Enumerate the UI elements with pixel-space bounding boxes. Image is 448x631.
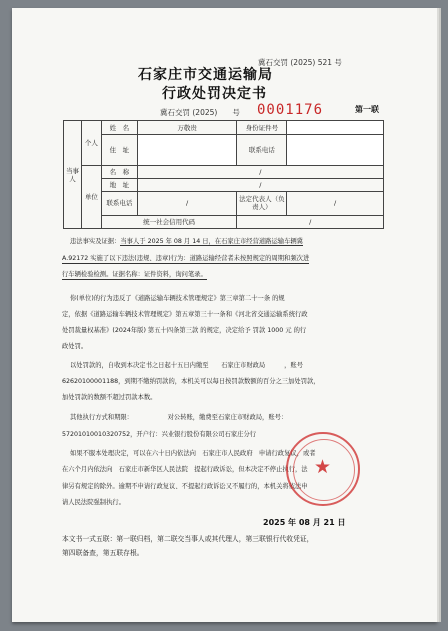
official-seal xyxy=(286,432,360,506)
footer-line1: 本文书一式五联：第一联归档，第二联交当事人或其代理人，第三联银行代收凭证， xyxy=(62,535,314,543)
appeal-line4: 请人民法院强制执行。 xyxy=(62,499,125,506)
unit-phone-value: / xyxy=(137,191,237,215)
copy-label: 第一联 xyxy=(355,105,379,114)
payment-line2: 62620100001188，到期不缴纳罚款的，本机关可以每日按罚款数额的百分之三加处罚款， xyxy=(62,378,320,385)
decision-date: 2025 年 08 月 21 日 xyxy=(263,518,346,527)
top-doc-number: 冀石交罚 (2025) 521 号 xyxy=(258,58,342,67)
payment-line3: 加处罚款的数额不超过罚款本数。 xyxy=(62,394,157,401)
name-label: 姓 名 xyxy=(101,121,137,135)
legal-basis-line3: 处罚裁量权基准》(2024年版) 第五十四条第三款 的规定，决定给予 罚款 1000 元 的行 xyxy=(62,327,307,334)
unit-phone-label: 联系电话 xyxy=(101,191,137,215)
credit-code-value: / xyxy=(237,215,384,228)
violation-facts-text: 当事人于 2025 年 08 月 14 日，在石家庄市经营道路运输车辆冀 xyxy=(120,238,303,245)
violation-facts-heading: 违法事实及证据： xyxy=(70,238,121,245)
legal-rep-value: / xyxy=(287,191,384,215)
name-value: 万敬贵 xyxy=(137,121,237,135)
unit-address-label: 地 址 xyxy=(101,178,137,191)
phone-value-redacted xyxy=(287,135,384,166)
legal-basis-line4: 政处罚。 xyxy=(62,343,88,350)
seal-star-icon: ★ xyxy=(314,456,332,478)
legal-rep-label: 法定代表人（负责人） xyxy=(237,191,287,215)
document-title: 行政处罚决定书 xyxy=(162,86,267,102)
document-number: 冀石交罚 (2025) 号 xyxy=(160,108,240,117)
id-value-redacted xyxy=(287,121,384,135)
party-label: 当事人 xyxy=(64,121,82,229)
id-label: 身份证件号 xyxy=(237,121,287,135)
violation-facts-line2: A.92172 实施了以下违法(违规、违章)行为：道路运输经营者未按照规定的周期和频次进 xyxy=(62,255,310,262)
legal-basis-line2: 定，依据《道路运输车辆技术管理规定》第五章第三十一条和《河北省交通运输系统行政 xyxy=(62,311,308,318)
violation-facts-line1 xyxy=(70,238,303,246)
violation-facts-line3: 行车辆检验检测。证据名称：证件资料，询问笔录。 xyxy=(62,271,207,278)
party-info-table xyxy=(63,120,384,229)
issuing-agency-title: 石家庄市交通运输局 xyxy=(138,67,273,83)
appeal-line1: 如果不服本处理决定，可以在六十日内依法向 石家庄市人民政府 申请行政复议，或者 xyxy=(70,450,316,457)
legal-basis-line1: 你(单位)的行为违反了《道路运输车辆技术管理规定》第三章第二十一条 的规 xyxy=(70,295,285,302)
address-value-redacted xyxy=(137,135,237,166)
appeal-line3: 律另有规定的除外。逾期不申请行政复议、不提起行政诉讼又不履行的，本机关将依法申 xyxy=(62,483,308,490)
credit-code-label: 统一社会信用代码 xyxy=(101,215,237,228)
phone-label: 联系电话 xyxy=(237,135,287,166)
unit-label: 单位 xyxy=(81,165,101,228)
address-label: 住 址 xyxy=(101,135,137,166)
other-execution-line2: 57201010010320752，开户行：兴业银行股份有限公司石家庄分行 xyxy=(62,431,257,438)
appeal-line2: 在六个月内依法向 石家庄市新华区人民法院 提起行政诉讼，但本决定不停止执行，法 xyxy=(62,466,308,473)
unit-address-value: / xyxy=(137,178,383,191)
footer-line2: 第四联备查，第五联存根。 xyxy=(62,549,144,557)
payment-line1: 以处罚款的，自收到本决定书之日起十五日内缴至 石家庄市财政局 ，账号 xyxy=(70,362,303,369)
serial-number: 0001176 xyxy=(257,102,324,118)
unit-name-label: 名 称 xyxy=(101,165,137,178)
unit-name-value: / xyxy=(137,165,383,178)
individual-label: 个人 xyxy=(81,121,101,166)
other-execution-line1: 其他执行方式和期限： 对公转账，缴费至石家庄市财政局，账号： xyxy=(70,414,288,421)
